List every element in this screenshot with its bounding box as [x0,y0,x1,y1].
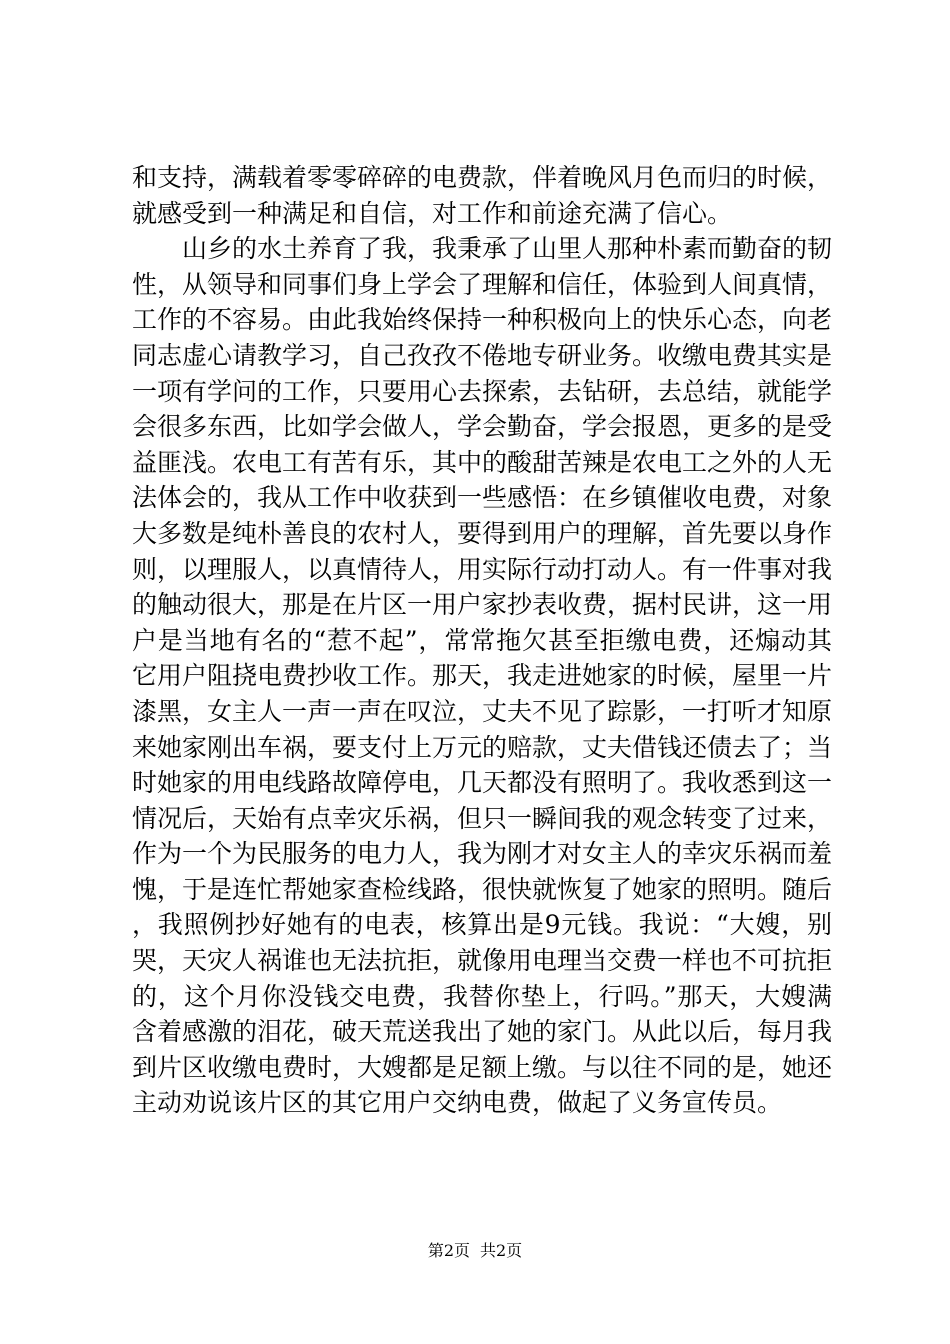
page-footer [0,1240,950,1262]
paragraph-continued: 和支持，满载着零零碎碎的电费款，伴着晚风月色而归的时候，就感受到一种满足和自信，对工作和前途充满了信心。 [132,163,833,228]
paragraph-main: 山乡的水土养育了我，我秉承了山里人那种朴素而勤奋的韧性，从领导和同事们身上学会了理解和信任，体验到人间真情，工作的不容易。由此我始终保持一种积极向上的快乐心态，向老同志虚心请教学习，自己孜孜不倦地专研业务。收缴电费其实是一项有学问的工作，只要用心去探索，去钻研，去总结，就能学会很多东西，比如学会做人，学会勤奋，学会报恩，更多的是受益匪浅。农电工有苦有乐，其中的酸甜苦辣是农电工之外的人无法体会的，我从工作中收获到一些感悟：在乡镇催收电费，对象大多数是纯朴善良的农村人，要得到用户的理解，首先要以身作则，以理服人，以真情待人，用实际行动打动人。有一件事对我的触动很大，那是在片区一用户家抄表收费，据村民讲，这一用户是当地有名的“惹不起”，常常拖欠甚至拒缴电费，还煽动其它用户阻挠电费抄收工作。那天，我走进她家的时候，屋里一片漆黑，女主人一声一声在叹泣，丈夫不见了踪影，一打听才知原来她家刚出车祸，要支付上万元的赔款，丈夫借钱还债去了；当时她家的用电线路故障停电，几天都没有照明了。我收悉到这一情况后，天始有点幸灾乐祸，但只一瞬间我的观念转变了过来，作为一个为民服务的电力人，我为刚才对女主人的幸灾乐祸而羞愧，于是连忙帮她家查检线路，很快就恢复了她家的照明。随后，我照例抄好她有的电表，核算出是9元钱。我说：“大嫂，别哭，天灾人祸谁也无法抗拒，就像用电理当交费一样也不可抗拒的，这个月你没钱交电费，我替你垫上，行吗。”那天，大嫂满含着感激的泪花，破天荒送我出了她的家门。从此以后，每月我到片区收缴电费时，大嫂都是足额上缴。与以往不同的是，她还主动劝说该片区的其它用户交纳电费，做起了义务宣传员。 [132,234,833,1118]
page-number: 第2页 [427,1241,470,1260]
page-total: 共2页 [480,1241,523,1260]
document-body [132,160,832,1121]
